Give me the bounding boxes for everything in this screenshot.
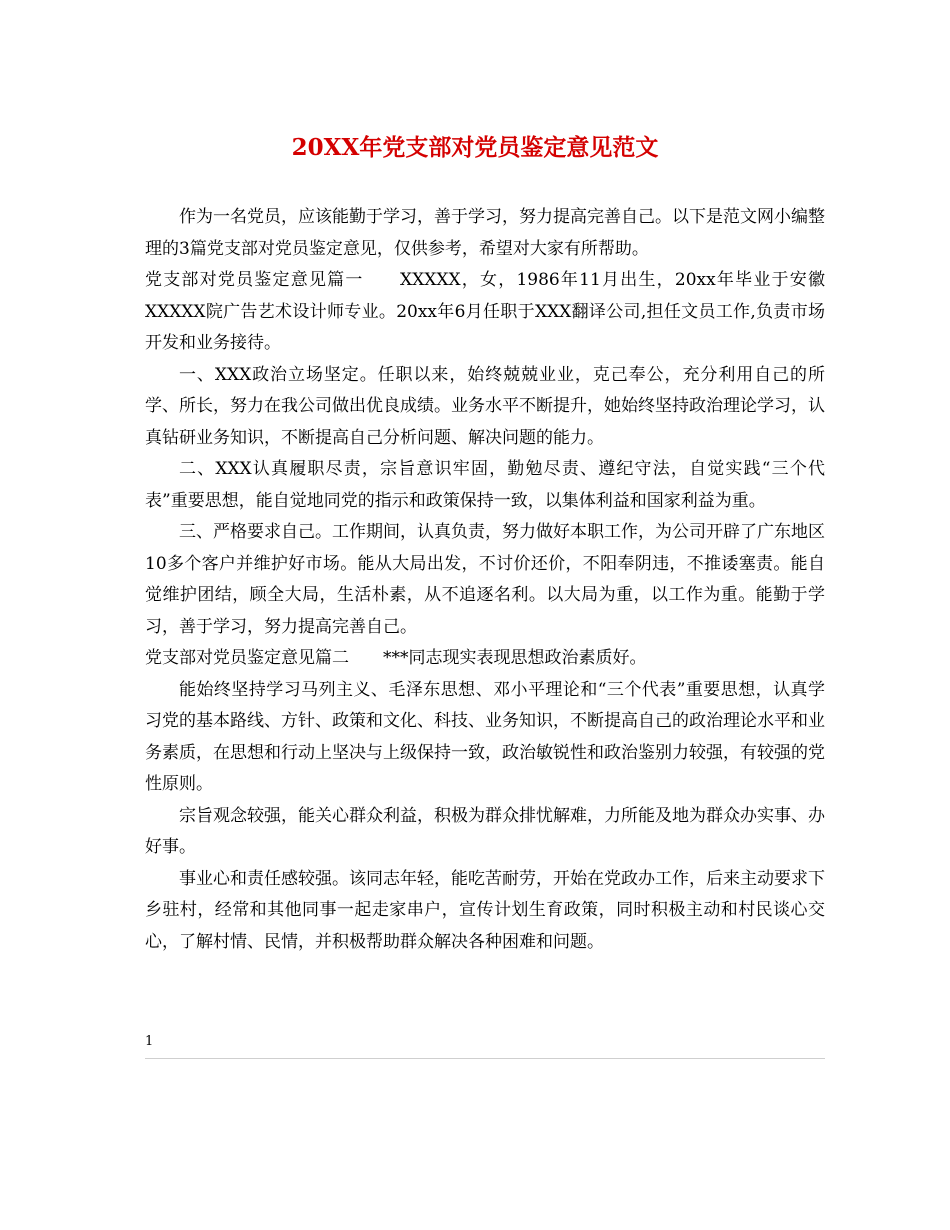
document-title: 20XX年党支部对党员鉴定意见范文 <box>291 134 659 161</box>
page-number: 1 <box>145 1034 154 1049</box>
intro-paragraph: 作为一名党员，应该能勤于学习，善于学习，努力提高完善自己。以下是范文网小编整理的3篇党支部对党员鉴定意见，仅供参考，希望对大家有所帮助。 <box>145 207 825 259</box>
footer-rule <box>145 1058 825 1059</box>
section-one-heading-paragraph: 党支部对党员鉴定意见篇一 XXXXX，女，1986年11月出生，20xx年毕业于安徽XXXXX院广告艺术设计师专业。20xx年6月任职于XXX翻译公司,担任文员工作,负责市场开发和业务接待。 <box>145 270 825 353</box>
point-one-paragraph: 一、XXX政治立场坚定。任职以来，始终兢兢业业，克己奉公，充分利用自己的所学、所长，努力在我公司做出优良成绩。业务水平不断提升，她始终坚持政治理论学习，认真钻研业务知识，不断提高自己分析问题、解决问题的能力。 <box>145 364 825 448</box>
point-two-paragraph: 二、XXX认真履职尽责，宗旨意识牢固，勤勉尽责、遵纪守法，自觉实践“三个代表”重要思想，能自觉地同党的指示和政策保持一致，以集体利益和国家利益为重。 <box>145 459 825 511</box>
political-study-paragraph: 能始终坚持学习马列主义、毛泽东思想、邓小平理论和“三个代表”重要思想，认真学习党的基本路线、方针、政策和文化、科技、业务知识，不断提高自己的政治理论水平和业务素质，在思想和行动上坚决与上级保持一致，政治敏锐性和政治鉴别力较强，有较强的党性原则。 <box>145 679 825 794</box>
section-two-heading-paragraph: 党支部对党员鉴定意见篇二 ***同志现实表现思想政治素质好。 <box>145 648 647 668</box>
responsibility-paragraph: 事业心和责任感较强。该同志年轻，能吃苦耐劳，开始在党政办工作，后来主动要求下乡驻村，经常和其他同事一起走家串户，宣传计划生育政策，同时积极主动和村民谈心交心，了解村情、民情，并积极帮助群众解决各种困难和问题。 <box>145 868 825 952</box>
point-three-paragraph: 三、严格要求自己。工作期间，认真负责，努力做好本职工作，为公司开辟了广东地区10多个客户并维护好市场。能从大局出发，不讨价还价，不阳奉阴违，不推诿塞责。能自觉维护团结，顾全大局，生活朴素，从不追逐名利。以大局为重，以工作为重。能勤于学习，善于学习，努力提高完善自己。 <box>145 522 825 637</box>
service-concept-paragraph: 宗旨观念较强，能关心群众利益，积极为群众排忧解难，力所能及地为群众办实事、办好事。 <box>145 805 825 857</box>
document-body <box>145 202 825 958</box>
